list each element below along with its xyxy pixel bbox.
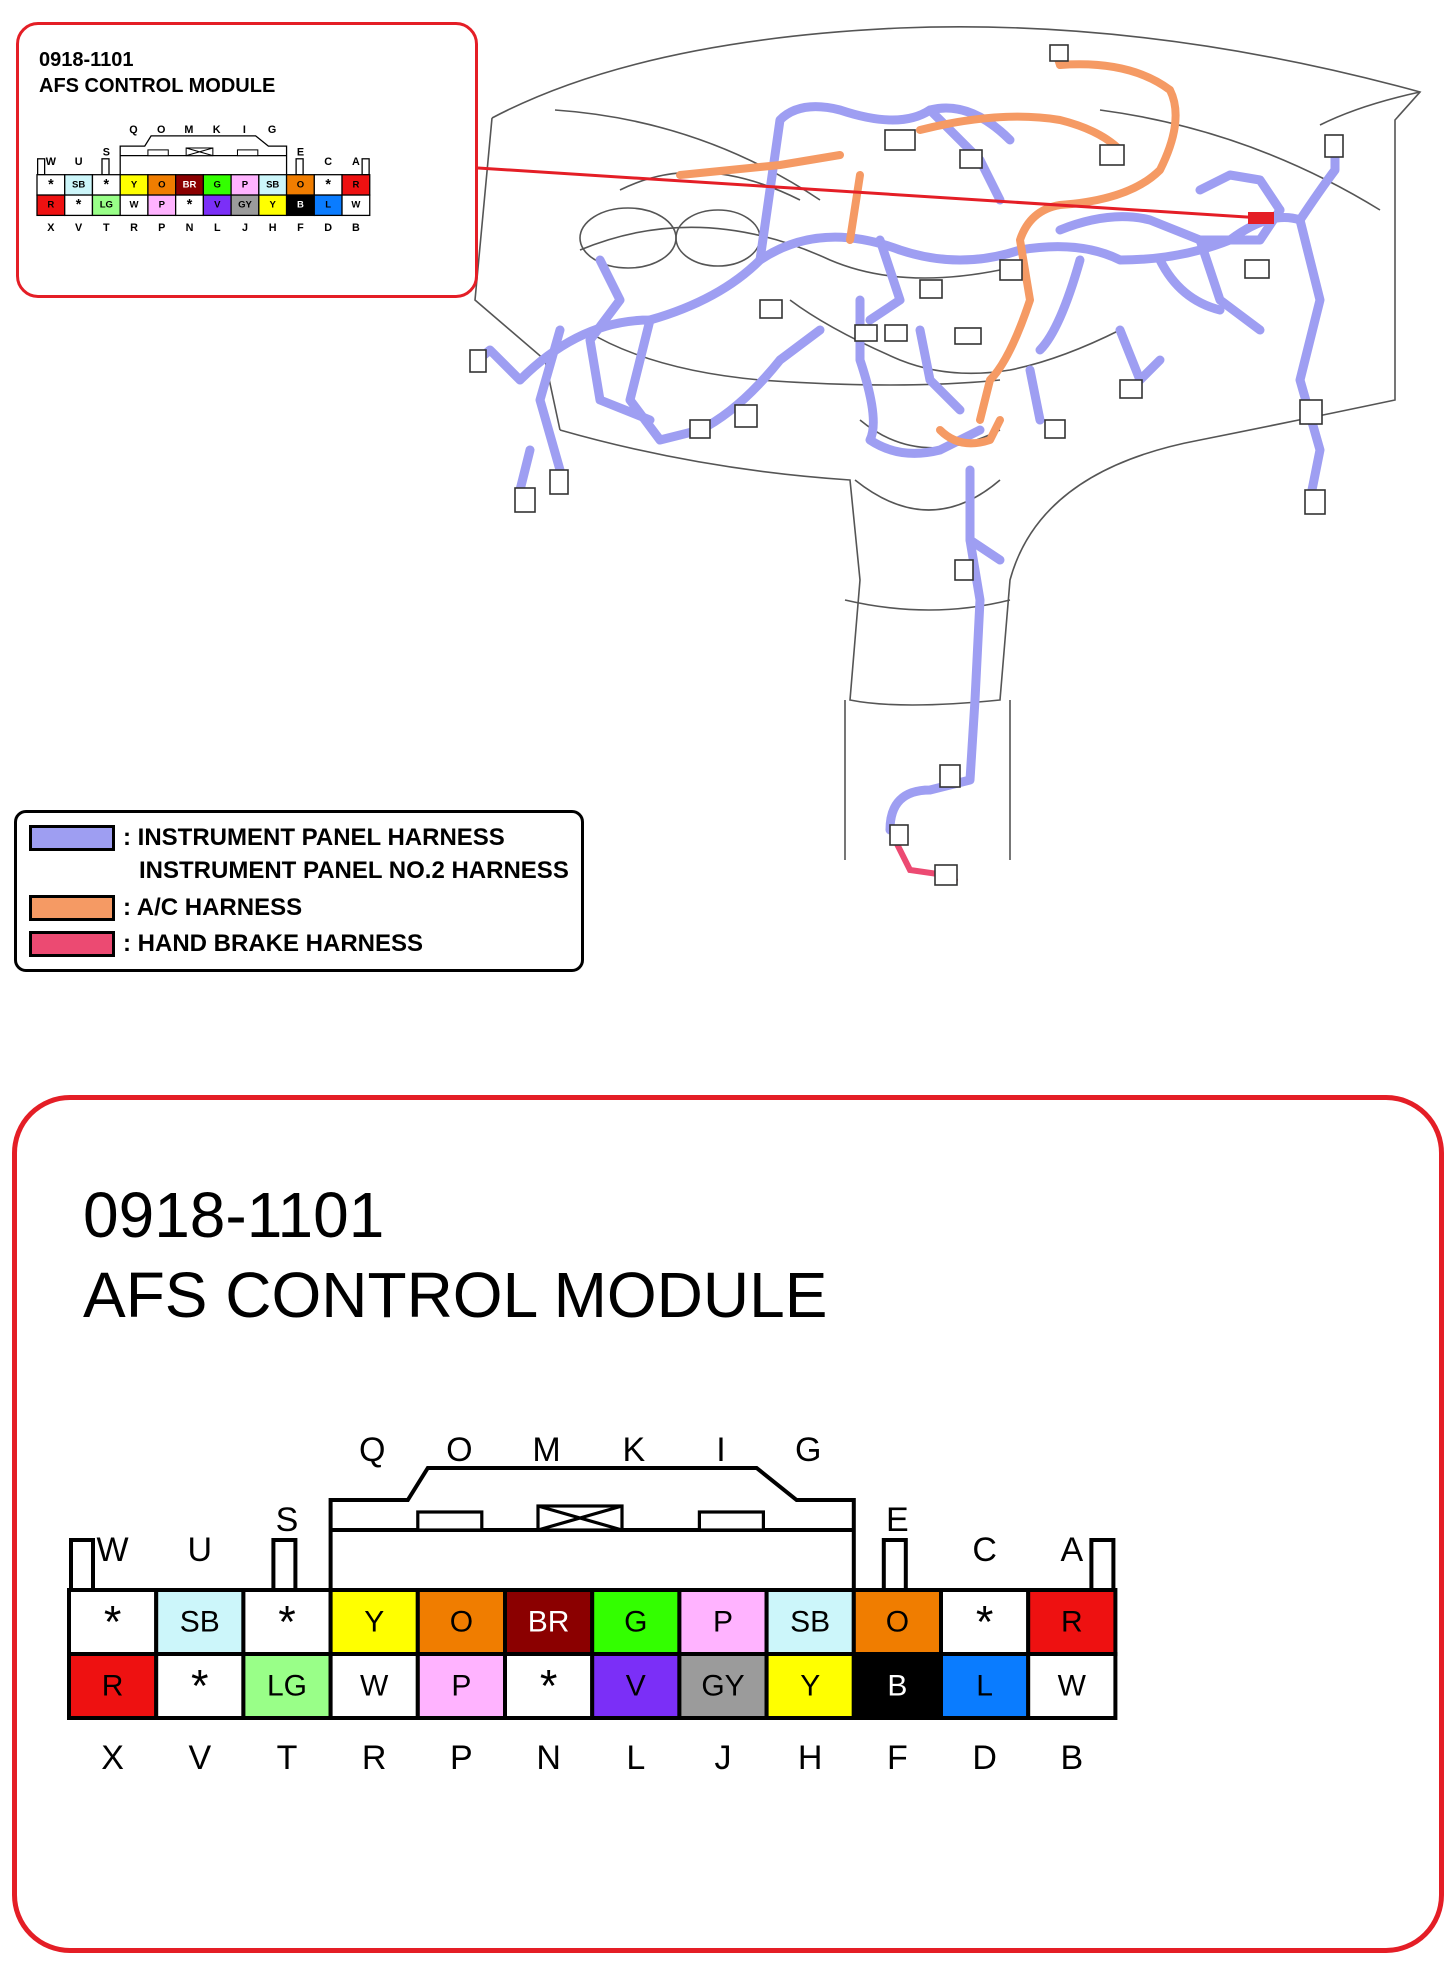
pin-wire-color: * bbox=[75, 197, 82, 214]
pin-wire-color: P bbox=[712, 1605, 734, 1639]
pin-wire-color: W bbox=[360, 1669, 389, 1703]
pin-wire-color: W bbox=[129, 199, 139, 211]
connector-tab bbox=[296, 159, 303, 175]
pin-wire-color: Y bbox=[364, 1605, 385, 1639]
connector-lock-slot bbox=[699, 1512, 763, 1530]
pin-letter: V bbox=[188, 1739, 212, 1777]
pin-wire-color: * bbox=[103, 176, 110, 193]
pin-letter: N bbox=[185, 222, 194, 235]
connector-tab bbox=[362, 159, 369, 175]
pin-wire-color: * bbox=[191, 1660, 209, 1712]
pin-letter: W bbox=[45, 155, 56, 168]
pin-wire-color: SB bbox=[790, 1605, 831, 1639]
connector-code-small: 0918-1101 bbox=[39, 49, 134, 71]
pin-wire-color: Y bbox=[130, 179, 138, 191]
connector-name-small: AFS CONTROL MODULE bbox=[39, 75, 276, 97]
pin-wire-color: SB bbox=[179, 1605, 220, 1639]
legend-label: : INSTRUMENT PANEL HARNESS bbox=[123, 824, 505, 851]
pin-wire-color: P bbox=[241, 179, 249, 191]
pin-wire-color: G bbox=[213, 179, 221, 191]
pin-wire-color: B bbox=[296, 199, 304, 211]
pin-wire-color: Y bbox=[269, 199, 276, 211]
legend-swatch-ac bbox=[29, 895, 115, 921]
pin-letter: L bbox=[213, 222, 221, 235]
pin-letter: D bbox=[324, 222, 333, 235]
pin-letter: O bbox=[156, 125, 166, 137]
pin-letter: I bbox=[716, 1431, 726, 1469]
callout-leader-line bbox=[478, 168, 1262, 218]
pin-wire-color: * bbox=[975, 1596, 994, 1648]
pin-letter: H bbox=[268, 222, 277, 235]
pin-letter: S bbox=[275, 1501, 299, 1539]
pin-letter: E bbox=[886, 1501, 909, 1539]
pin-wire-color: SB bbox=[71, 179, 86, 191]
pin-letter: A bbox=[351, 155, 360, 168]
connector-callout-small bbox=[16, 22, 478, 298]
pin-letter: O bbox=[446, 1431, 473, 1469]
pin-letter: N bbox=[536, 1739, 561, 1777]
pin-letter: V bbox=[74, 222, 83, 235]
pin-wire-color: P bbox=[451, 1669, 472, 1703]
pin-letter: P bbox=[450, 1739, 473, 1777]
pin-wire-color: O bbox=[296, 179, 305, 191]
pin-letter: B bbox=[1060, 1739, 1084, 1777]
legend-label: : HAND BRAKE HARNESS bbox=[123, 930, 424, 957]
legend-label: : A/C HARNESS bbox=[123, 894, 303, 921]
connector-tab bbox=[1091, 1540, 1113, 1590]
pin-wire-color: LG bbox=[99, 199, 113, 211]
pin-wire-color: R bbox=[352, 179, 360, 191]
harness-connectors bbox=[470, 45, 1343, 885]
connector-name-large: AFS CONTROL MODULE bbox=[83, 1259, 828, 1331]
legend-swatch-instrument-panel bbox=[29, 825, 115, 851]
connector-lock-slot bbox=[418, 1512, 482, 1530]
connector-tab bbox=[273, 1540, 295, 1590]
pin-wire-color: R bbox=[1060, 1605, 1083, 1639]
pin-wire-color: O bbox=[449, 1605, 474, 1639]
pin-wire-color: O bbox=[158, 179, 166, 191]
pin-letter: M bbox=[532, 1431, 561, 1469]
pin-letter: W bbox=[96, 1531, 129, 1569]
pin-wire-color: BR bbox=[527, 1605, 570, 1639]
pin-letter: A bbox=[1060, 1531, 1084, 1569]
pin-wire-color: Y bbox=[800, 1669, 821, 1703]
pin-letter: G bbox=[794, 1431, 822, 1469]
pin-wire-color: L bbox=[976, 1669, 993, 1703]
connector-diagram-large bbox=[57, 1420, 1417, 1900]
pin-wire-color: * bbox=[48, 176, 54, 193]
pin-letter: T bbox=[103, 222, 110, 235]
pin-letter: X bbox=[101, 1739, 124, 1777]
pin-letter: C bbox=[972, 1531, 997, 1569]
pin-letter: J bbox=[714, 1739, 732, 1777]
pin-wire-color: L bbox=[325, 199, 332, 211]
pin-letter: L bbox=[626, 1739, 646, 1777]
pin-wire-color: B bbox=[887, 1669, 908, 1703]
pin-letter: U bbox=[74, 155, 83, 168]
pin-letter: D bbox=[972, 1739, 997, 1777]
pin-letter: C bbox=[324, 155, 333, 168]
legend-sublabel: INSTRUMENT PANEL NO.2 HARNESS bbox=[139, 857, 569, 884]
connector-code-large: 0918-1101 bbox=[83, 1179, 385, 1251]
pin-letter: I bbox=[242, 125, 246, 137]
pin-wire-color: LG bbox=[266, 1669, 308, 1703]
legend-swatch-hand-brake bbox=[29, 931, 115, 957]
pin-letter: J bbox=[241, 222, 248, 235]
pin-letter: B bbox=[351, 222, 360, 235]
pin-letter: H bbox=[797, 1739, 823, 1777]
pin-wire-color: * bbox=[325, 176, 331, 193]
pin-letter: F bbox=[887, 1739, 908, 1777]
pin-letter: R bbox=[361, 1739, 387, 1777]
pin-wire-color: W bbox=[1057, 1669, 1086, 1703]
pin-wire-color: P bbox=[158, 199, 165, 211]
connector-tab bbox=[102, 159, 109, 175]
pin-letter: R bbox=[130, 222, 138, 235]
pin-wire-color: BR bbox=[182, 179, 197, 191]
connector-location-marker bbox=[1248, 212, 1274, 224]
pin-letter: S bbox=[102, 146, 110, 159]
pin-wire-color: V bbox=[214, 199, 221, 211]
pin-letter: G bbox=[267, 125, 277, 137]
legend-item-ac bbox=[29, 893, 302, 923]
connector-tab bbox=[884, 1540, 906, 1590]
pin-wire-color: R bbox=[47, 199, 55, 211]
connector-lock-slot bbox=[148, 150, 168, 156]
harness-legend bbox=[14, 810, 584, 972]
pin-letter: Q bbox=[358, 1431, 386, 1469]
connector-tab bbox=[38, 159, 45, 175]
legend-item-hand-brake bbox=[29, 929, 423, 959]
pin-letter: K bbox=[622, 1431, 646, 1469]
pin-wire-color: GY bbox=[701, 1669, 745, 1703]
pin-wire-color: R bbox=[101, 1669, 124, 1703]
connector-callout-large bbox=[12, 1095, 1444, 1953]
pin-wire-color: W bbox=[351, 199, 361, 211]
pin-letter: M bbox=[184, 125, 194, 137]
legend-item-instrument-panel bbox=[29, 823, 505, 853]
pin-letter: X bbox=[47, 222, 55, 235]
pin-wire-color: SB bbox=[266, 179, 280, 191]
connector-lock-slot bbox=[237, 150, 257, 156]
pin-letter: F bbox=[297, 222, 304, 235]
pin-wire-color: G bbox=[624, 1605, 648, 1639]
pin-letter: P bbox=[158, 222, 166, 235]
connector-tab bbox=[71, 1540, 93, 1590]
pin-letter: E bbox=[296, 146, 305, 159]
pin-wire-color: O bbox=[885, 1605, 910, 1639]
pin-letter: K bbox=[212, 125, 221, 137]
pin-letter: T bbox=[276, 1739, 298, 1777]
pin-wire-color: V bbox=[625, 1669, 646, 1703]
pin-wire-color: * bbox=[278, 1596, 296, 1648]
pin-wire-color: * bbox=[186, 197, 193, 214]
pin-letter: Q bbox=[129, 125, 138, 137]
pin-wire-color: * bbox=[539, 1660, 558, 1712]
pin-wire-color: GY bbox=[238, 199, 252, 211]
pin-letter: U bbox=[187, 1531, 213, 1569]
pin-wire-color: * bbox=[103, 1596, 122, 1648]
connector-diagram-small bbox=[31, 125, 471, 285]
